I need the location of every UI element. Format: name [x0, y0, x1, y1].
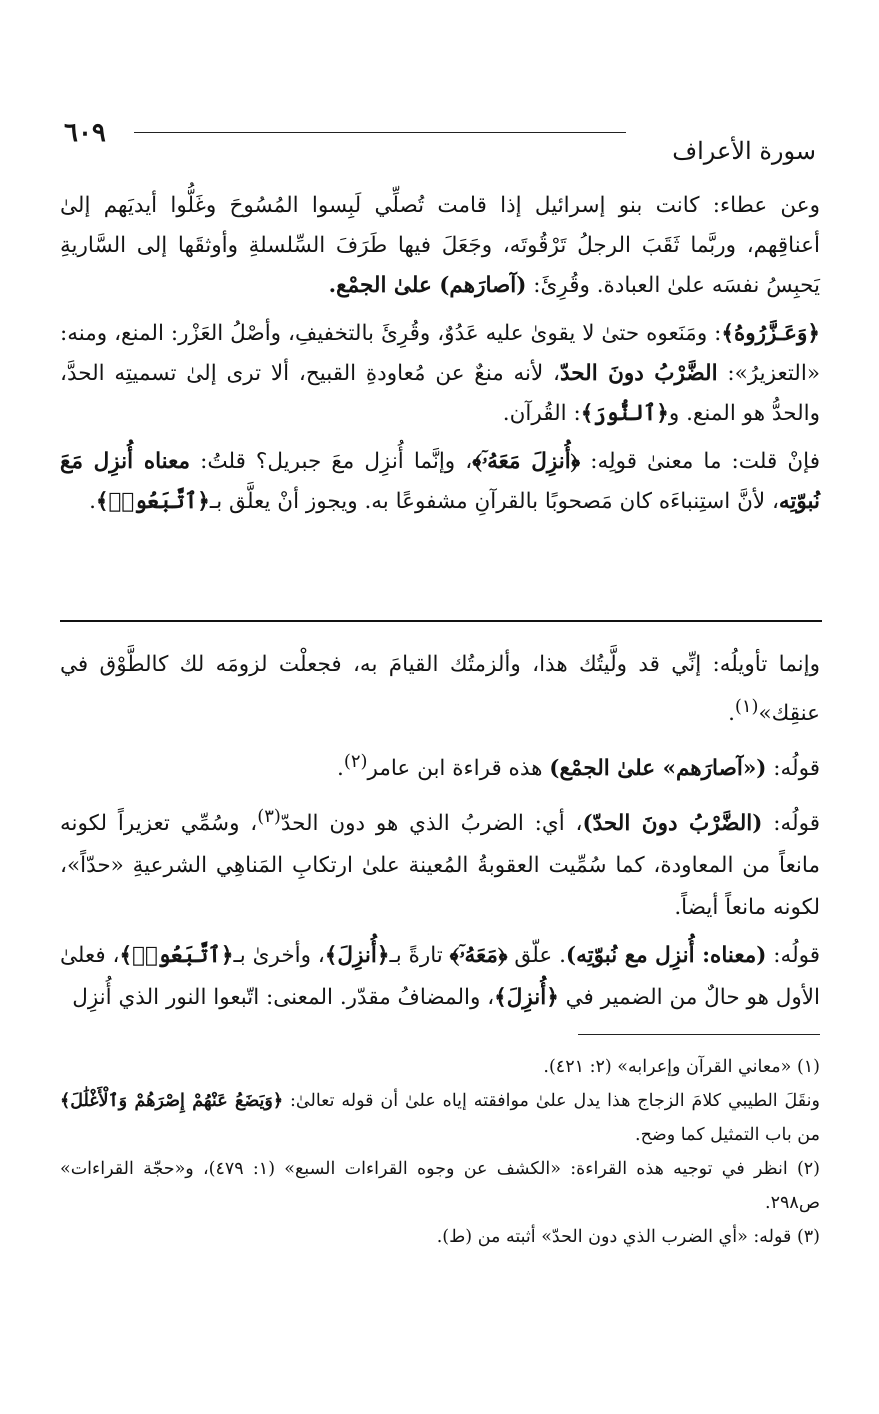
quran-quote: ﴿ٱتَّبَعُوا۟﴾ — [95, 489, 210, 514]
quran-quote: ﴿أُنزِلَ﴾ — [324, 943, 390, 969]
quran-quote: ﴿وَيَضَعُ عَنْهُمْ إِصْرَهُمْ وَٱلْأَغْلَٰلَ﴾ — [60, 1091, 284, 1111]
commentary-paragraph: قولُه: (الضَّرْبُ دونَ الحدّ)، أي: الضربُ الذي هو دون الحدّ$^{(٣)}$، وسُمِّي تعزيراً لكونه مانعاً من المعاودة، كما سُمِّيت العقوبةُ المُعينة علىٰ ارتكابِ المَناهِي الشرعيةِ «حدّاً»، لكونه مانعاً أيضاً. — [60, 806, 820, 921]
commentary-paragraph: قولُه: (معناه: أُنزِل مع نُبوّتِه). علّق ﴿مَعَهُۥٓ﴾ تارةً بـ﴿أُنزِلَ﴾، وأخرىٰ بـ﴿ٱتَّبَعُوا۟﴾، فعلىٰ الأول هو حالٌ من الضمير في ﴿أُنزِلَ﴾، والمضافُ مقدّر. المعنى: اتّبعوا النور الذي أُنزِل — [60, 943, 821, 1011]
quran-quote: ﴿ٱتَّبَعُوا۟﴾ — [119, 943, 234, 969]
bold-phrase: (آصارَهم) علىٰ الجمْع. — [328, 273, 527, 298]
commentary-text — [60, 644, 820, 1025]
footnote-ref: (٣) — [257, 806, 281, 828]
footnote-number: (٢) — [796, 1159, 820, 1179]
section-divider — [60, 620, 822, 622]
quran-quote: ﴿أُنزِلَ﴾ — [494, 985, 559, 1011]
footnote-number: (١) — [796, 1057, 820, 1077]
main-paragraph: فإنْ قلت: ما معنىٰ قولِه: ﴿أُنزِلَ مَعَهُۥٓ﴾، وإنَّما أُنزِل معَ جبريل؟ قلتُ: معناه أُنزِل مَعَ نُبوّتِه، لأنَّ استِنباءَه كان مَصحوبًا بالقرآنِ مشفوعًا به. ويجوز أنْ يعلَّق بـ﴿ٱتَّبَعُوا۟﴾. — [60, 449, 820, 514]
quran-quote: ﴿وَعَـزَّرُوهُ﴾ — [721, 321, 820, 346]
quran-quote: ﴿مَعَهُۥٓ﴾ — [449, 943, 508, 969]
page-number: ٦٠٩ — [64, 118, 106, 148]
main-paragraph: وعن عطاء: كانت بنو إسرائيل إذا قامت تُصلِّي لَبِسوا المُسُوحَ وغَلُّوا أيديَهم إلىٰ أعناقِهم، وربَّما ثَقَبَ الرجلُ تَرْقُوتَه، وجَعَلَ فيها طَرَفَ السِّلسلةِ وأوثقَها إلى السَّاريةِ يَحبِسُ نفسَه علىٰ العبادة. وقُرِئَ: (آصارَهم) علىٰ الجمْع. — [60, 193, 820, 298]
header-rule — [134, 132, 626, 133]
footnote: (٣) قوله: «أي الضرب الذي دون الحدّ» أثبته من (ط). — [436, 1227, 820, 1247]
quran-quote: ﴿أُنزِلَ مَعَهُۥٓ﴾ — [472, 449, 581, 474]
bold-phrase: (الضَّرْبُ دونَ الحدّ) — [582, 811, 763, 837]
bold-phrase: معناه أُنزِل مَعَ نُبوّتِه — [60, 449, 820, 514]
footnote-ref: (١) — [734, 696, 759, 717]
main-text — [60, 186, 820, 530]
quran-quote: ﴿ٱلنُّورَ﴾ — [580, 401, 669, 426]
bold-phrase: (معناه: أُنزِل مع نُبوّتِه) — [565, 943, 767, 969]
footnotes — [60, 1050, 820, 1254]
page-header — [64, 118, 816, 168]
footnote: ونقَلَ الطيبي كلامَ الزجاج هذا يدل علىٰ موافقته إياه علىٰ أن قوله تعالىٰ: ﴿وَيَضَعُ عَنْهُمْ إِصْرَهُمْ وَٱلْأَغْلَٰلَ﴾ من باب التمثيل كما وضح. — [60, 1091, 820, 1145]
footnote-divider — [578, 1034, 820, 1035]
footnote: (١) «معاني القرآن وإعرابه» (٢: ٤٢١). — [543, 1057, 820, 1077]
bold-phrase: الضَّرْبُ دونَ الحدّ — [560, 361, 718, 386]
footnote: (٢) انظر في توجيه هذه القراءة: «الكشف عن وجوه القراءات السبع» (١: ٤٧٩)، و«حجّة القراءات» ص٢٩٨. — [60, 1159, 820, 1213]
commentary-paragraph: قولُه: («آصارَهم» علىٰ الجمْع) هذه قراءة ابن عامر$^{(٢)}$. — [337, 751, 820, 782]
surah-title: سورة الأعراف — [672, 137, 816, 165]
commentary-paragraph: وإنما تأويلُه: إنِّي قد ولَّيتُك هذا، وألزمتُك القيامَ به، فجعلْت لزومَه لك كالطَّوْق في عنقِك»$^{(١)}$. — [60, 652, 820, 727]
footnote-ref: (٢) — [343, 751, 368, 773]
bold-phrase: («آصارَهم» علىٰ الجمْع) — [549, 756, 767, 782]
main-paragraph: ﴿وَعَـزَّرُوهُ﴾: ومَنَعوه حتىٰ لا يقوىٰ عليه عَدُوٌ، وقُرِئَ بالتخفيفِ، وأصْلُ العَزْر: المنع، ومنه: «التعزيرُ»: الضَّرْبُ دونَ الحدّ، لأنه منعٌ عن مُعاودةِ القبيح، ألا ترى إلىٰ تسميتِه الحدَّ، والحدُّ هو المنع. و﴿ٱلنُّورَ﴾: القُرآن. — [60, 321, 820, 426]
footnote-number: (٣) — [796, 1227, 820, 1247]
